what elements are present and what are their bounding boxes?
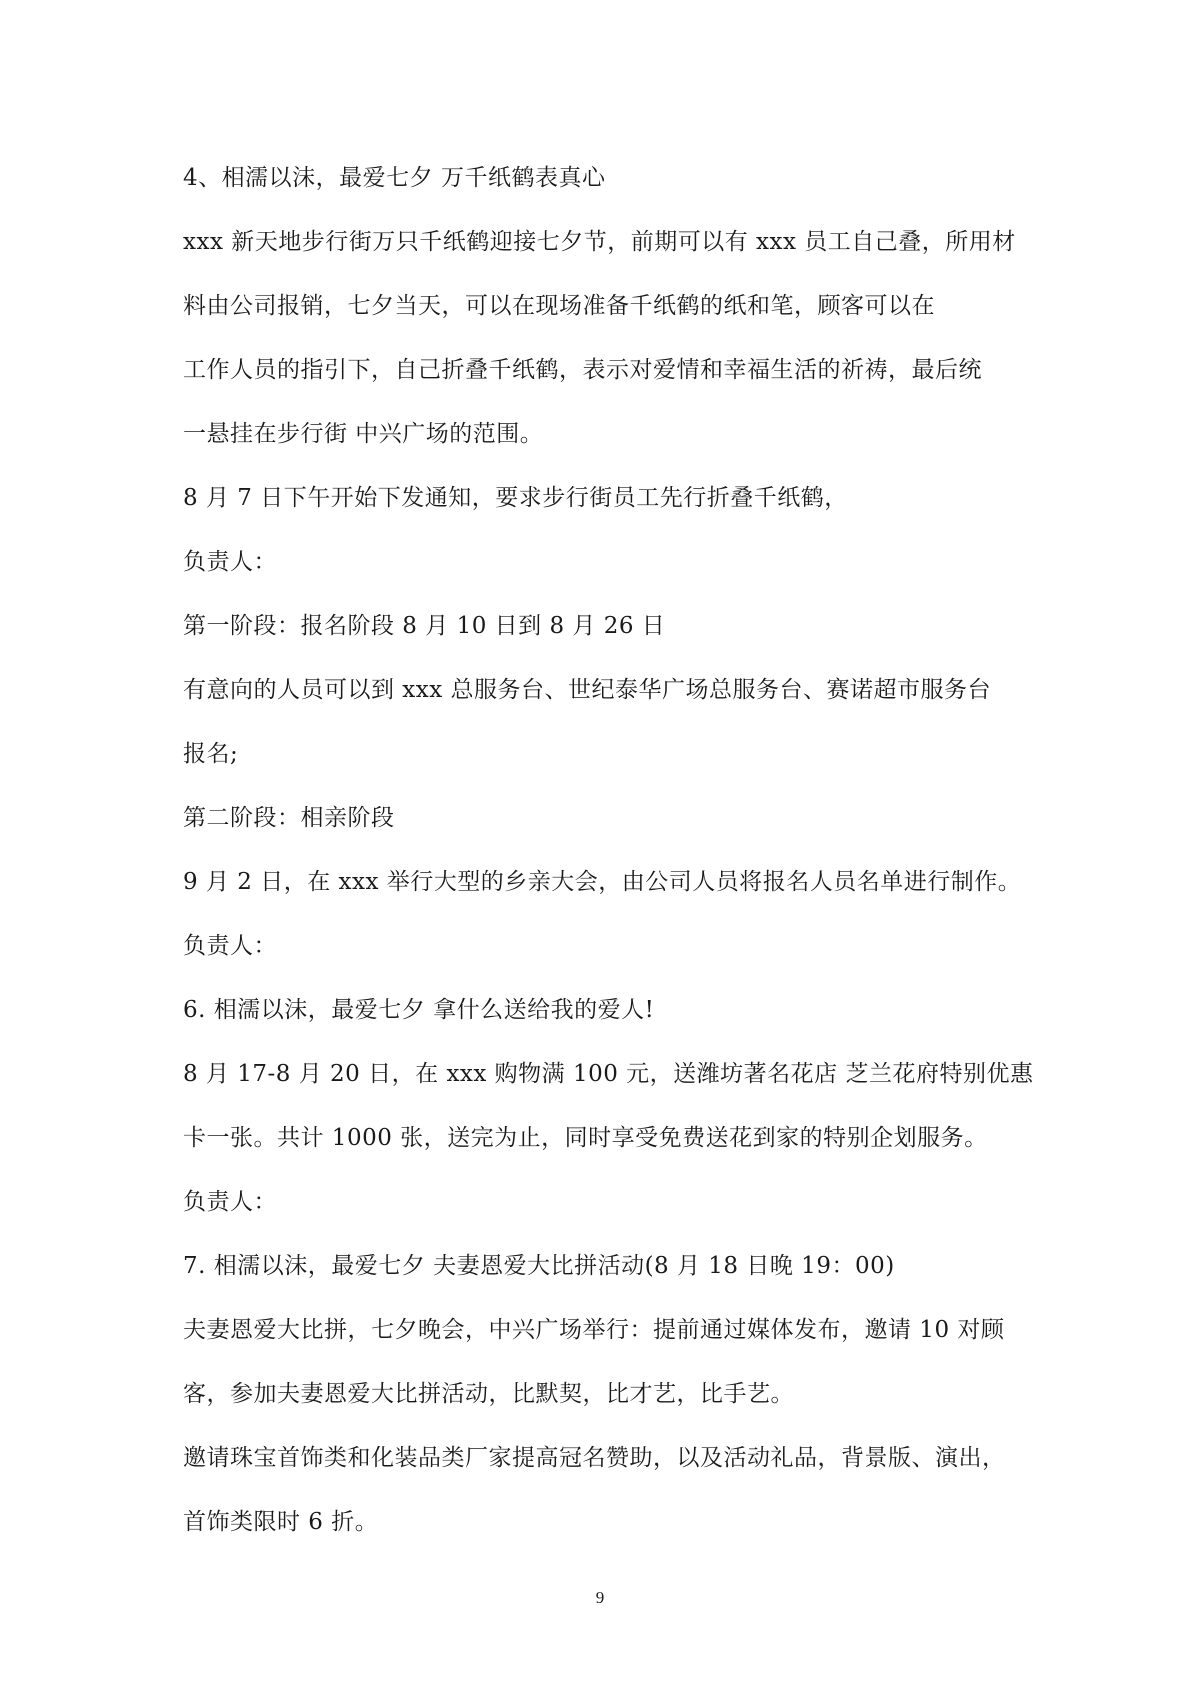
page-number: 9 bbox=[595, 1588, 605, 1607]
text-line: 报名; bbox=[183, 741, 239, 767]
text-line: 有意向的人员可以到 xxx 总服务台、世纪泰华广场总服务台、赛诺超市服务台 bbox=[183, 677, 992, 703]
text-line: 6. 相濡以沫，最爱七夕 拿什么送给我的爱人! bbox=[183, 997, 655, 1023]
text-line: 第一阶段：报名阶段 8 月 10 日到 8 月 26 日 bbox=[183, 613, 666, 639]
text-line: 7. 相濡以沫，最爱七夕 夫妻恩爱大比拼活动(8 月 18 日晚 19：00) bbox=[183, 1253, 895, 1279]
text-line: 负责人： bbox=[183, 933, 277, 959]
text-line: 负责人： bbox=[183, 1189, 277, 1215]
text-line: xxx 新天地步行街万只千纸鹤迎接七夕节，前期可以有 xxx 员工自己叠，所用材 bbox=[183, 229, 1016, 255]
text-line: 4、相濡以沫，最爱七夕 万千纸鹤表真心 bbox=[183, 165, 606, 191]
text-line: 第二阶段：相亲阶段 bbox=[183, 805, 395, 831]
text-line: 邀请珠宝首饰类和化装品类厂家提高冠名赞助，以及活动礼品，背景版、演出， bbox=[183, 1445, 1006, 1471]
text-line: 卡一张。共计 1000 张，送完为止，同时享受免费送花到家的特别企划服务。 bbox=[183, 1125, 988, 1151]
text-line: 客，参加夫妻恩爱大比拼活动，比默契，比才艺，比手艺。 bbox=[183, 1381, 794, 1407]
text-line: 8 月 17-8 月 20 日，在 xxx 购物满 100 元，送潍坊著名花店 芝兰花府特别优惠 bbox=[183, 1061, 1034, 1087]
text-line: 9 月 2 日，在 xxx 举行大型的乡亲大会，由公司人员将报名人员名单进行制作。 bbox=[183, 869, 1022, 895]
text-line: 负责人： bbox=[183, 549, 277, 575]
text-line: 8 月 7 日下午开始下发通知，要求步行街员工先行折叠千纸鹤， bbox=[183, 485, 848, 511]
text-line: 工作人员的指引下，自己折叠千纸鹤，表示对爱情和幸福生活的祈祷，最后统 bbox=[183, 357, 982, 383]
text-line: 一悬挂在步行街 中兴广场的范围。 bbox=[183, 421, 544, 447]
text-line: 料由公司报销，七夕当天，可以在现场准备千纸鹤的纸和笔，顾客可以在 bbox=[183, 293, 935, 319]
text-line: 夫妻恩爱大比拼，七夕晚会，中兴广场举行：提前通过媒体发布，邀请 10 对顾 bbox=[183, 1317, 1005, 1343]
text-line: 首饰类限时 6 折。 bbox=[183, 1509, 379, 1535]
